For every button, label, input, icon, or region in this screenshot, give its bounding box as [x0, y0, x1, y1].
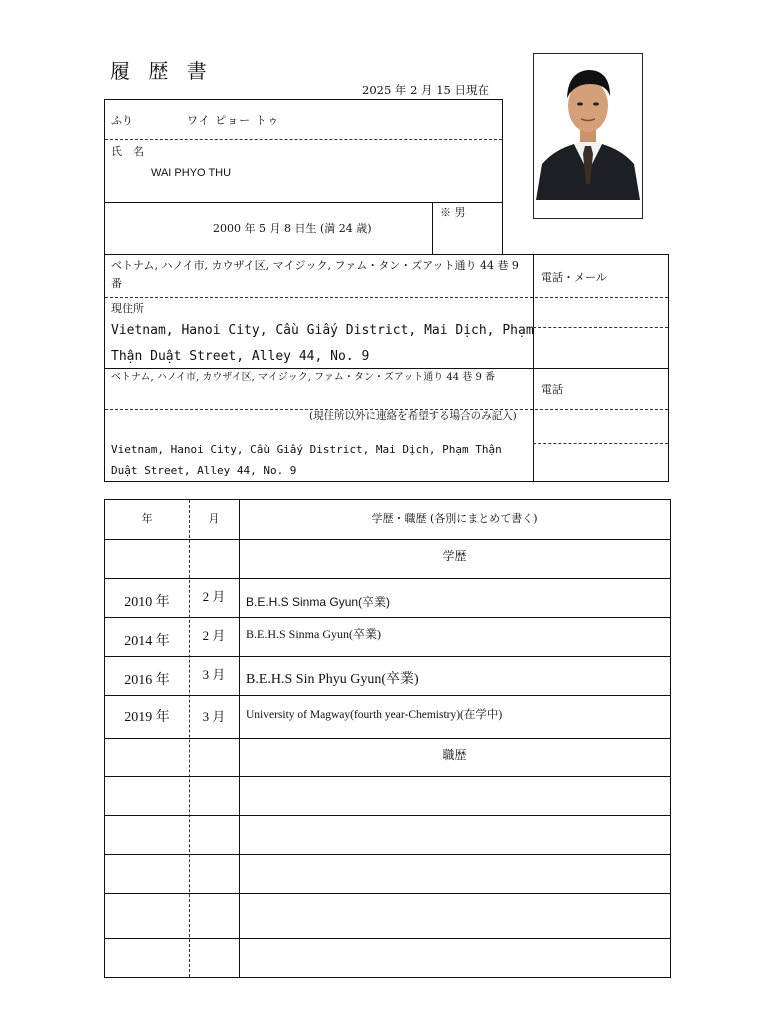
current-address-line1: Vietnam, Hanoi City, Cầu Giấy District, Mai Dịch, Phạm — [111, 323, 534, 338]
edu-year-4: 2019 年 — [124, 710, 170, 725]
edu-year-1: 2010 年 — [124, 595, 170, 610]
edu-month-4: 3 月 — [202, 709, 226, 724]
edu-month-3: 3 月 — [202, 667, 226, 682]
table-row — [105, 816, 670, 854]
edu-year-3: 2016 年 — [124, 673, 170, 688]
header-detail: 学歴・職歴 (各別にまとめて書く) — [371, 512, 538, 525]
name-label: 氏 名 — [111, 145, 144, 158]
contact-address-line2: Duật Street, Alley 44, No. 9 — [111, 464, 297, 477]
address-box — [104, 254, 669, 482]
furigana-value: ワイ ピョー トゥ — [187, 114, 280, 127]
edu-detail-1: B.E.H.S Sinma Gyun(卒業) — [246, 595, 391, 609]
edu-detail-4: University of Magway(fourth year-Chemistry)(在学中) — [246, 709, 503, 721]
document-date: 2025 年 2 月 15 日現在 — [362, 83, 489, 97]
table-row — [105, 894, 670, 938]
contact-note: (現住所以外に連絡を希望する場合のみ記入) — [309, 410, 517, 422]
phone-label: 電話 — [541, 383, 563, 396]
name-value: WAI PHYO THU — [151, 167, 232, 179]
edu-detail-3: B.E.H.S Sin Phyu Gyun(卒業) — [246, 672, 419, 687]
phone-mail-label: 電話・メール — [541, 271, 607, 284]
document-title: 履 歴 書 — [110, 59, 213, 83]
profile-photo — [533, 53, 643, 219]
edu-detail-2: B.E.H.S Sinma Gyun(卒業) — [246, 627, 382, 641]
edu-year-2: 2014 年 — [124, 634, 170, 649]
personal-info-box — [104, 99, 503, 255]
header-month: 月 — [208, 512, 220, 525]
contact-address-line1: Vietnam, Hanoi City, Cầu Giấy District, Mai Dịch, Phạm Thận — [111, 443, 502, 456]
current-address-line2: Thận Duật Street, Alley 44, No. 9 — [111, 349, 370, 364]
portrait-image — [534, 54, 642, 218]
work-label: 職歴 — [442, 748, 467, 762]
header-year: 年 — [141, 512, 153, 525]
table-row — [105, 939, 670, 977]
contact-furigana: ベトナム, ハノイ市, カウザイ区, マイジック, ファム・タン・ズアット通り 44 巷 9 番 — [111, 372, 496, 383]
history-table — [104, 499, 671, 978]
gender: ※ 男 — [440, 206, 466, 219]
edu-month-1: 2 月 — [202, 589, 226, 604]
table-row — [105, 777, 670, 815]
furigana-label: ふり — [111, 114, 133, 127]
current-address-label: 現住所 — [111, 302, 144, 315]
birth-date: 2000 年 5 月 8 日生 (満 24 歳) — [213, 222, 372, 235]
education-label: 学歴 — [442, 549, 467, 563]
address-furigana: ベトナム, ハノイ市, カウザイ区, マイジック, ファム・タン・ズアット通り 44 巷 9 番 — [111, 259, 519, 290]
table-row — [105, 855, 670, 893]
edu-month-2: 2 月 — [202, 628, 226, 643]
